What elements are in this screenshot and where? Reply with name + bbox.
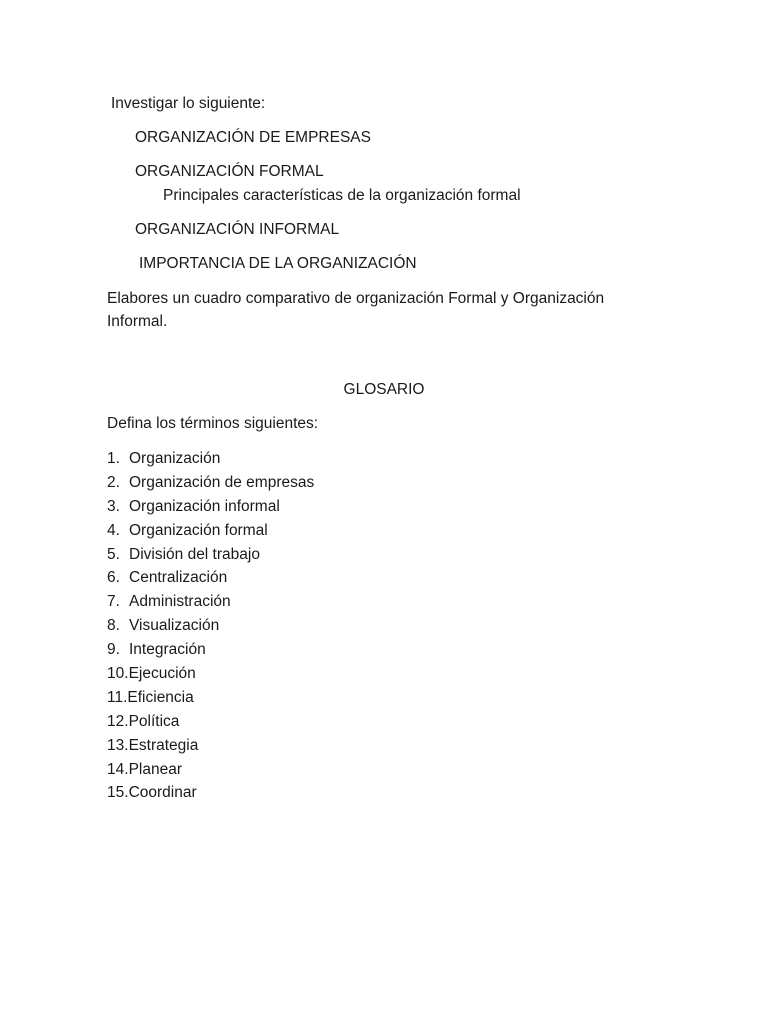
list-item	[107, 710, 314, 734]
term-number: 2.	[107, 473, 120, 491]
term-number: 8.	[107, 617, 120, 635]
subtopic-caracteristicas: Principales características de la organización formal	[163, 187, 521, 204]
term-number: 9.	[107, 641, 120, 659]
list-item	[107, 566, 314, 590]
term-text: División del trabajo	[129, 545, 260, 563]
list-item	[107, 662, 314, 686]
term-number: 13.	[107, 736, 129, 754]
term-number: 3.	[107, 497, 120, 515]
glossary-title: GLOSARIO	[343, 381, 425, 398]
list-item	[107, 519, 314, 543]
topic-organizacion-informal: ORGANIZACIÓN INFORMAL	[135, 221, 340, 238]
term-number: 15.	[107, 784, 129, 802]
term-number: 1.	[107, 450, 120, 467]
term-text: Organización de empresas	[129, 473, 315, 491]
list-item	[107, 495, 314, 519]
topic-organizacion-empresas: ORGANIZACIÓN DE EMPRESAS	[135, 129, 371, 146]
term-text: Política	[128, 712, 180, 730]
list-item	[107, 590, 314, 614]
list-item	[107, 471, 314, 495]
list-item	[107, 447, 314, 471]
list-item	[107, 638, 314, 662]
term-text: Estrategia	[128, 736, 199, 754]
list-item	[107, 614, 314, 638]
list-item	[107, 686, 314, 710]
term-text: Organización informal	[129, 497, 280, 515]
task-paragraph: Elabores un cuadro comparativo de organización Formal y Organización Informal.	[107, 290, 605, 330]
term-text: Organización	[129, 450, 221, 467]
term-text: Eficiencia	[127, 688, 194, 706]
list-item	[107, 734, 314, 758]
term-text: Integración	[129, 641, 206, 659]
term-text: Visualización	[129, 617, 220, 635]
term-number: 10.	[107, 665, 129, 683]
term-text: Ejecución	[128, 665, 196, 683]
term-text: Planear	[128, 760, 182, 778]
term-number: 7.	[107, 593, 120, 611]
term-number: 4.	[107, 521, 120, 539]
list-item	[107, 543, 314, 567]
term-number: 5.	[107, 545, 120, 563]
glossary-instruction: Defina los términos siguientes:	[107, 415, 319, 432]
list-item	[107, 781, 314, 805]
term-text: Administración	[129, 593, 231, 611]
topic-importancia: IMPORTANCIA DE LA ORGANIZACIÓN	[139, 255, 417, 272]
term-number: 11.	[107, 688, 128, 706]
term-number: 6.	[107, 569, 120, 587]
topic-organizacion-formal: ORGANIZACIÓN FORMAL	[135, 163, 324, 180]
intro-text: Investigar lo siguiente:	[111, 95, 266, 112]
list-item	[107, 758, 314, 782]
term-text: Organización formal	[129, 521, 268, 539]
term-number: 14.	[107, 760, 129, 778]
term-text: Coordinar	[128, 784, 197, 802]
term-number: 12.	[107, 712, 129, 730]
glossary-term-list	[107, 447, 314, 805]
term-text: Centralización	[129, 569, 228, 587]
